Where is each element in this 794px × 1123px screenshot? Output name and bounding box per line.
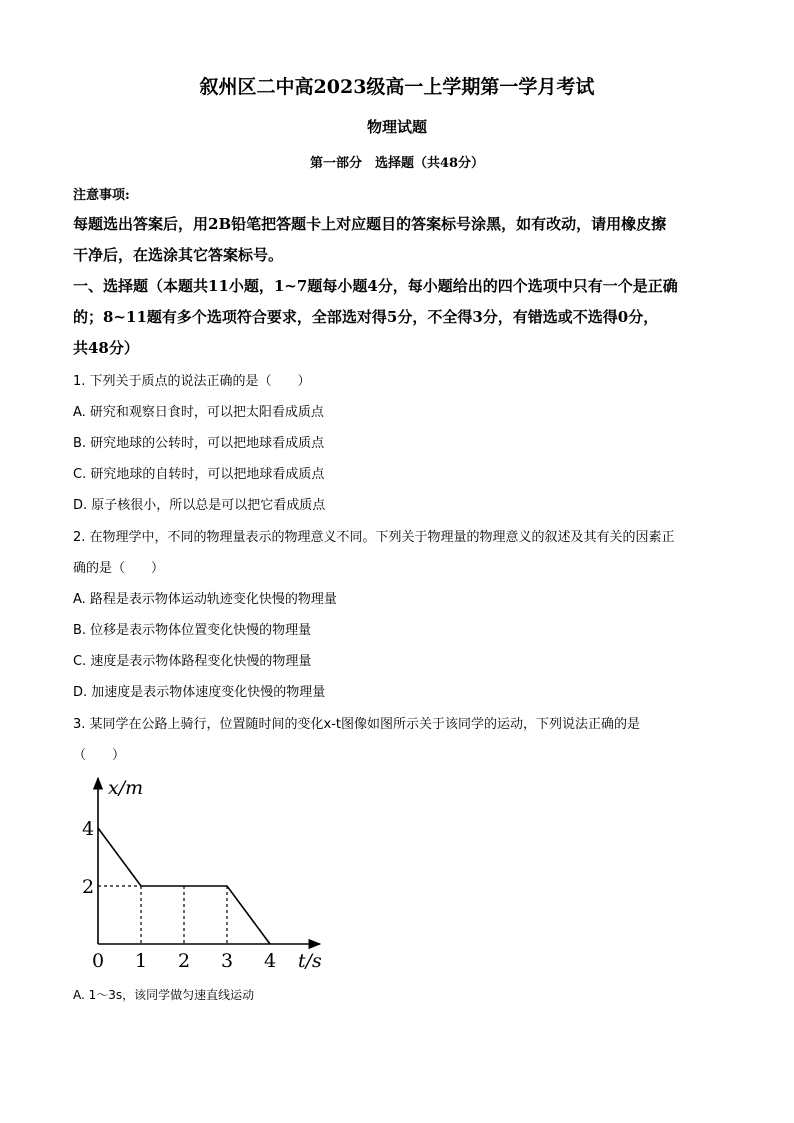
question-3-stem-line-1: 3. 某同学在公路上骑行，位置随时间的变化x-t图像如图所示关于该同学的运动，下列说法正确的是 bbox=[73, 717, 641, 732]
question-1-option-b: B. 研究地球的公转时，可以把地球看成质点 bbox=[73, 436, 325, 451]
exam-title: 叙州区二中高2023级高一上学期第一学月考试 bbox=[199, 76, 595, 98]
x-tick-label: 4 bbox=[264, 950, 277, 972]
question-2-option-a: A. 路程是表示物体运动轨迹变化快慢的物理量 bbox=[73, 592, 337, 607]
instructions-line-3: 共48分） bbox=[73, 339, 139, 357]
question-2-option-c: C. 速度是表示物体路程变化快慢的物理量 bbox=[73, 654, 312, 669]
question-3-option-a: A. 1～3s，该同学做匀速直线运动 bbox=[73, 988, 255, 1002]
question-2-option-b: B. 位移是表示物体位置变化快慢的物理量 bbox=[73, 623, 312, 638]
question-1-option-d: D. 原子核很小，所以总是可以把它看成质点 bbox=[73, 498, 326, 513]
question-2-option-d: D. 加速度是表示物体速度变化快慢的物理量 bbox=[73, 685, 326, 700]
notice-line-1: 每题选出答案后，用2B铅笔把答题卡上对应题目的答案标号涂黑，如有改动，请用橡皮擦 bbox=[73, 215, 667, 233]
section-title: 第一部分 选择题（共48分） bbox=[309, 156, 485, 171]
question-1-option-a: A. 研究和观察日食时，可以把太阳看成质点 bbox=[73, 405, 324, 420]
notice-line-2: 干净后，在选涂其它答案标号。 bbox=[73, 246, 284, 264]
x-tick-label: 2 bbox=[178, 950, 191, 972]
question-2-stem-line-2: 确的是（ ） bbox=[73, 561, 165, 576]
question-1-option-c: C. 研究地球的自转时，可以把地球看成质点 bbox=[73, 467, 325, 482]
y-tick-label: 2 bbox=[82, 876, 95, 898]
x-tick-label: 3 bbox=[221, 950, 234, 972]
y-axis-label: x/m bbox=[108, 777, 144, 799]
question-3-stem-line-2: （ ） bbox=[73, 748, 126, 763]
instructions-line-2: 的；8~11题有多个选项符合要求，全部选对得5分，不全得3分，有错选或不选得0分， bbox=[73, 308, 659, 326]
instructions-line-1: 一、选择题（本题共11小题，1~7题每小题4分，每小题给出的四个选项中只有一个是正确 bbox=[73, 277, 678, 295]
notice-heading: 注意事项: bbox=[73, 188, 130, 203]
subject-title: 物理试题 bbox=[366, 118, 427, 136]
x-tick-label: 1 bbox=[135, 950, 148, 972]
x-tick-label: 0 bbox=[92, 950, 105, 972]
x-axis-label: t/s bbox=[298, 950, 322, 972]
y-tick-label: 4 bbox=[82, 818, 95, 840]
question-1-stem: 1. 下列关于质点的说法正确的是（ ） bbox=[73, 374, 311, 389]
question-2-stem-line-1: 2. 在物理学中，不同的物理量表示的物理意义不同。下列关于物理量的物理意义的叙述及其有关的因素正 bbox=[73, 530, 675, 545]
